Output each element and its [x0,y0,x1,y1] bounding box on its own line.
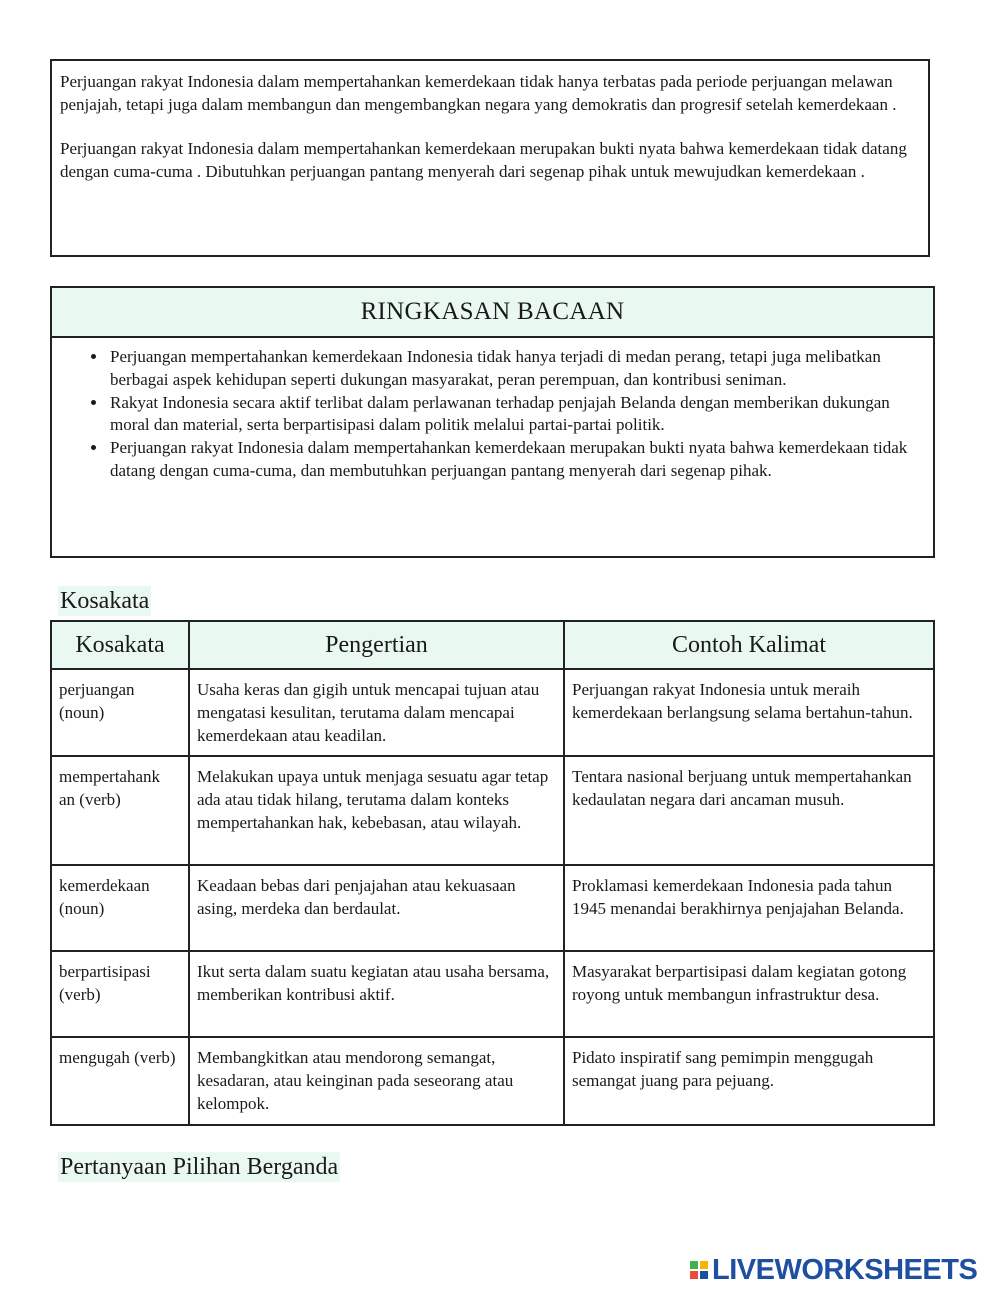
vocab-definition: Membangkitkan atau mendorong semangat, kesadaran, atau keinginan pada seseorang atau kelompok. [189,1037,564,1124]
logo-text: LIVEWORKSHEETS [712,1253,978,1286]
mcq-heading: Pertanyaan Pilihan Berganda [60,1154,339,1180]
vocab-definition: Ikut serta dalam suatu kegiatan atau usaha bersama, memberikan kontribusi aktif. [189,951,564,1037]
summary-item: • Perjuangan rakyat Indonesia dalam mempertahankan kemerdekaan merupakan bukti nyata bahwa kemerdekaan tidak datang dengan cuma-cuma, dan membutuhkan perjuangan pantang menyerah dari segenap pihak. [108,437,919,483]
intro-paragraph-2: Perjuangan rakyat Indonesia dalam mempertahankan kemerdekaan merupakan bukti nyata bahwa kemerdekaan tidak datang dengan cuma-cuma . Dibutuhkan perjuangan pantang menyerah dari segenap pihak untuk mewujudkan kemerdekaan . [60,139,907,181]
column-header-kosakata: Kosakata [51,621,189,669]
logo-square [700,1261,708,1269]
logo-square [690,1261,698,1269]
summary-list [52,338,933,483]
intro-paragraph-1: Perjuangan rakyat Indonesia dalam mempertahankan kemerdekaan tidak hanya terbatas pada periode perjuangan melawan penjajah, tetapi juga dalam membangun dan mengembangkan negara yang demokratis dan progresif setelah kemerdekaan . [60,72,897,114]
table-row [51,865,934,951]
vocab-definition: Usaha keras dan gigih untuk mencapai tujuan atau mengatasi kesulitan, terutama dalam mencapai kemerdekaan atau keadilan. [189,669,564,756]
vocab-example: Pidato inspiratif sang pemimpin menggugah semangat juang para pejuang. [564,1037,934,1124]
summary-item: • Perjuangan mempertahankan kemerdekaan Indonesia tidak hanya terjadi di medan perang, tetapi juga melibatkan berbagai aspek kehidupan seperti dukungan masyarakat, peran perempuan, dan kontribusi seniman. [108,346,919,392]
liveworksheets-logo [690,1254,977,1286]
vocab-word: perjuangan (noun) [51,669,189,756]
summary-box [50,286,935,558]
table-row [51,951,934,1037]
intro-box [50,59,930,257]
vocab-heading: Kosakata [60,588,150,614]
vocab-example: Masyarakat berpartisipasi dalam kegiatan gotong royong untuk membangun infrastruktur desa. [564,951,934,1037]
vocab-word: mempertahank an (verb) [51,756,189,865]
column-header-pengertian: Pengertian [189,621,564,669]
vocab-example: Proklamasi kemerdekaan Indonesia pada tahun 1945 menandai berakhirnya penjajahan Belanda. [564,865,934,951]
vocab-definition: Keadaan bebas dari penjajahan atau kekuasaan asing, merdeka dan berdaulat. [189,865,564,951]
table-row [51,756,934,865]
vocab-table [50,620,935,1126]
vocab-example: Perjuangan rakyat Indonesia untuk meraih kemerdekaan berlangsung selama bertahun-tahun. [564,669,934,756]
vocab-word: mengugah (verb) [51,1037,189,1124]
table-row [51,669,934,756]
table-row [51,1037,934,1124]
logo-square [700,1271,708,1279]
logo-mark-icon [690,1261,708,1279]
table-header-row [51,621,934,669]
vocab-word: berpartisipasi (verb) [51,951,189,1037]
summary-title: RINGKASAN BACAAN [52,288,933,338]
logo-square [690,1271,698,1279]
column-header-contoh: Contoh Kalimat [564,621,934,669]
vocab-definition: Melakukan upaya untuk menjaga sesuatu agar tetap ada atau tidak hilang, terutama dalam konteks mempertahankan hak, kebebasan, atau wilayah. [189,756,564,865]
vocab-word: kemerdekaan (noun) [51,865,189,951]
vocab-example: Tentara nasional berjuang untuk mempertahankan kedaulatan negara dari ancaman musuh. [564,756,934,865]
summary-item: • Rakyat Indonesia secara aktif terlibat dalam perlawanan terhadap penjajah Belanda dengan memberikan dukungan moral dan material, serta berpartisipasi dalam politik melalui partai-partai politik. [108,392,919,438]
